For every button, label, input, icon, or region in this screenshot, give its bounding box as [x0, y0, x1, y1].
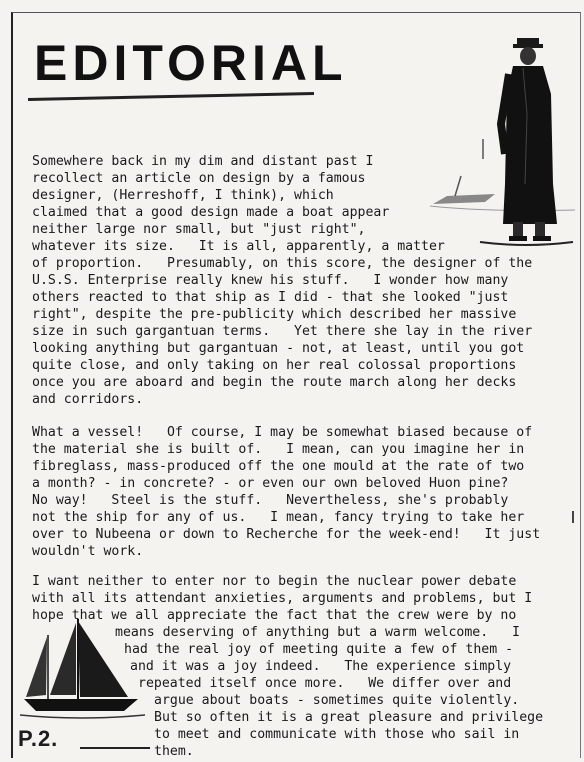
- sailboat-illustration: [20, 615, 145, 723]
- text-line: designer, (Herreshoff, I think), which: [32, 188, 334, 203]
- page-number: P.2.: [18, 726, 59, 751]
- text-line: quite close, and only taking on her real colossal proportions: [32, 358, 517, 373]
- text-line: Somewhere back in my dim and distant past I: [32, 154, 374, 169]
- text-line: What a vessel! Of course, I may be somewhat biased because of: [32, 425, 533, 440]
- margin-mark: [572, 511, 582, 523]
- text-line: and corridors.: [32, 392, 144, 407]
- page-title: EDITORIAL: [34, 35, 348, 91]
- text-line: recollect an article on design by a famous: [32, 171, 366, 186]
- text-line: the material she is built of. I mean, can you imagine her in: [32, 442, 525, 457]
- text-line: claimed that a good design made a boat appear: [32, 205, 390, 220]
- text-line: with all its attendant anxieties, arguments and problems, but I: [32, 591, 533, 606]
- text-line: But so often it is a great pleasure and privilege: [154, 710, 544, 725]
- text-line: means deserving of anything but a warm welcome. I: [115, 625, 520, 640]
- text-line: to meet and communicate with those who sail in: [154, 727, 520, 742]
- text-line: a month? - in concrete? - or even our own beloved Huon pine?: [32, 476, 509, 491]
- text-line: hope that we all appreciate the fact that the crew were by no: [32, 608, 517, 623]
- text-line: argue about boats - sometimes quite violently.: [154, 693, 520, 708]
- text-line: had the real joy of meeting quite a few of them -: [124, 642, 514, 657]
- footer-rule: [80, 747, 150, 749]
- text-line: fibreglass, mass-produced off the one mould at the rate of two: [32, 459, 525, 474]
- text-line: over to Nubeena or down to Recherche for the week-end! It just: [32, 527, 541, 542]
- man-in-coat-illustration: [425, 34, 575, 248]
- text-line: No way! Steel is the stuff. Nevertheless, she's probably: [32, 493, 509, 508]
- text-line: right", despite the pre-publicity which described her massive: [32, 307, 517, 322]
- text-line: size in such gargantuan terms. Yet there she lay in the river: [32, 324, 533, 339]
- text-line: repeated itself once more. We differ over and: [138, 676, 512, 691]
- text-line: whatever its size. It is all, apparently, a matter: [32, 239, 445, 254]
- text-line: others reacted to that ship as I did - that she looked "just: [32, 290, 509, 305]
- text-line: and it was a joy indeed. The experience simply: [130, 659, 512, 674]
- text-line: neither large nor small, but "just right",: [32, 222, 366, 237]
- text-line: U.S.S. Enterprise really knew his stuff. I wonder how many: [32, 273, 509, 288]
- text-line: not the ship for any of us. I mean, fancy trying to take her: [32, 510, 525, 525]
- text-line: once you are aboard and begin the route march along her decks: [32, 375, 517, 390]
- text-line: I want neither to enter nor to begin the nuclear power debate: [32, 574, 517, 589]
- text-line: looking anything but gargantuan - not, at least, until you got: [32, 341, 525, 356]
- text-line: them.: [154, 744, 194, 759]
- text-line: of proportion. Presumably, on this score, the designer of the: [32, 256, 533, 271]
- text-line: wouldn't work.: [32, 544, 144, 559]
